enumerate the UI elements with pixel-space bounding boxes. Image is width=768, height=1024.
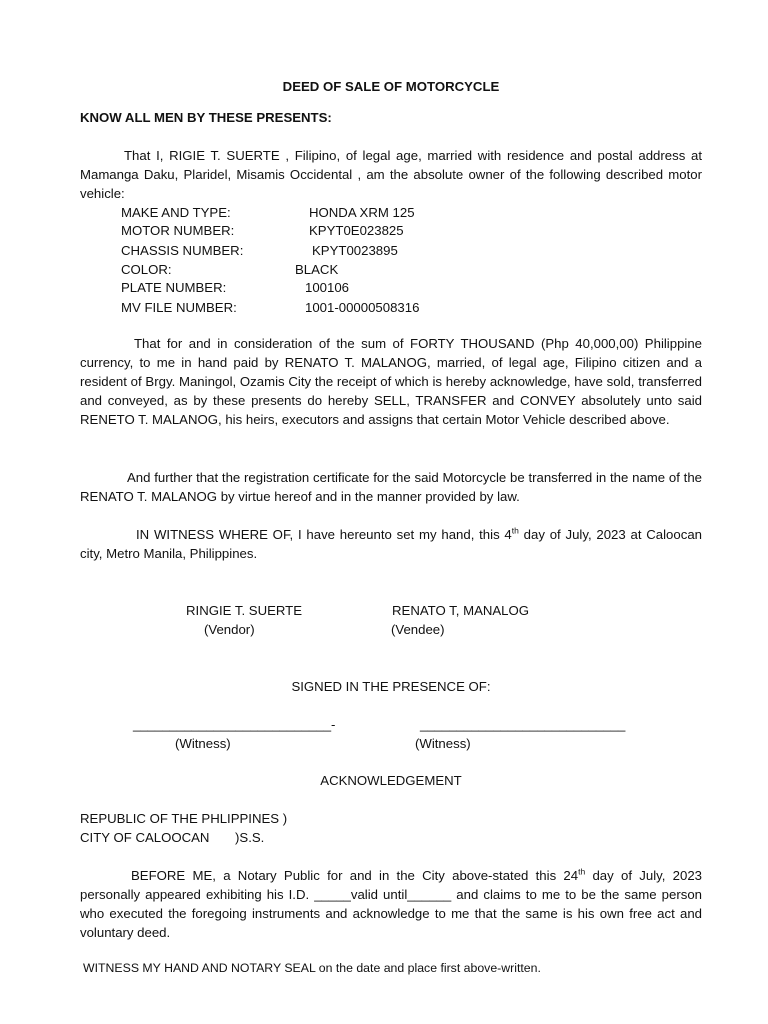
witness-clause-text-end: day of July, 2023 at Caloocan city, Metro Manila, Philippines. — [80, 527, 702, 561]
consideration-paragraph — [80, 334, 702, 429]
vendor-role: (Vendor) — [204, 622, 255, 637]
vehicle-label: COLOR: — [121, 262, 172, 277]
vehicle-value: BLACK — [295, 262, 339, 277]
witness-signature-line-1: ___________________________- — [133, 717, 336, 732]
notary-seal-line: WITNESS MY HAND AND NOTARY SEAL on the date and place first above-written. — [83, 961, 541, 975]
ordinal-suffix: th — [578, 866, 586, 877]
ownership-paragraph — [80, 146, 702, 203]
vehicle-row — [0, 278, 768, 297]
witness-clause-paragraph — [80, 525, 702, 563]
witness-signature-line-2: ____________________________ — [420, 717, 626, 732]
witness-clause-text: IN WITNESS WHERE OF, I have hereunto set my hand, this 4 — [136, 527, 512, 542]
document-title: DEED OF SALE OF MOTORCYCLE — [282, 79, 500, 94]
vehicle-row — [0, 203, 768, 222]
registration-paragraph — [80, 468, 702, 506]
vehicle-label: MV FILE NUMBER: — [121, 300, 237, 315]
vehicle-label: MOTOR NUMBER: — [121, 223, 235, 238]
ordinal-suffix: th — [511, 525, 519, 536]
vehicle-label: CHASSIS NUMBER: — [121, 243, 244, 258]
vehicle-value: 1001-00000508316 — [305, 300, 420, 315]
vehicle-row — [0, 241, 768, 260]
city-label: CITY OF CALOOCAN — [80, 830, 210, 845]
vehicle-value: 100106 — [305, 280, 350, 295]
vehicle-row — [0, 298, 768, 317]
intro-heading: KNOW ALL MEN BY THESE PRESENTS: — [80, 110, 332, 125]
republic-line: REPUBLIC OF THE PHLIPPINES ) — [80, 811, 288, 826]
city-ss: )S.S. — [235, 830, 265, 845]
ownership-text: That I, RIGIE T. SUERTE , Filipino, of legal age, married with residence and postal address at Mamanga Daku, Plaridel, Misamis Occidental , am the absolute owner of the following described motor vehicle: — [80, 148, 702, 201]
vehicle-row — [0, 221, 768, 240]
vehicle-value: KPYT0E023825 — [309, 223, 404, 238]
vendor-name: RINGIE T. SUERTE — [186, 603, 303, 618]
notary-text: BEFORE ME, a Notary Public for and in the City above-stated this 24 — [131, 868, 579, 883]
vehicle-value: KPYT0023895 — [312, 243, 398, 258]
notary-paragraph — [80, 866, 702, 942]
acknowledgement-heading: ACKNOWLEDGEMENT — [320, 773, 462, 788]
vehicle-label: MAKE AND TYPE: — [121, 205, 231, 220]
vendee-role: (Vendee) — [391, 622, 445, 637]
witness-label-2: (Witness) — [415, 736, 471, 751]
vehicle-row — [0, 260, 768, 279]
registration-text: And further that the registration certificate for the said Motorcycle be transferred in the name of the RENATO T. MALANOG by virtue hereof and in the manner provided by law. — [80, 470, 702, 504]
notary-text-end: day of July, 2023 personally appeared exhibiting his I.D. _____valid until______ and claims to me to be the same person who executed the foregoing instruments and acknowledge to me that the same is his own free act and voluntary deed. — [80, 868, 703, 940]
vehicle-label: PLATE NUMBER: — [121, 280, 227, 295]
witness-label-1: (Witness) — [175, 736, 231, 751]
consideration-text: That for and in consideration of the sum of FORTY THOUSAND (Php 40,000,00) Philippine currency, to me in hand paid by RENATO T. MALANOG, married, of legal age, Filipino citizen and a resident of Brgy. Maningol, Ozamis City the receipt of which is hereby acknowledge, have sold, transferred and conveyed, as by these presents do hereby SELL, TRANSFER and CONVEY absolutely unto said RENETO T. MALANOG, his heirs, executors and assigns that certain Motor Vehicle described above. — [80, 336, 702, 427]
vendee-name: RENATO T, MANALOG — [392, 603, 530, 618]
vehicle-value: HONDA XRM 125 — [309, 205, 415, 220]
signed-presence-heading: SIGNED IN THE PRESENCE OF: — [291, 679, 491, 694]
